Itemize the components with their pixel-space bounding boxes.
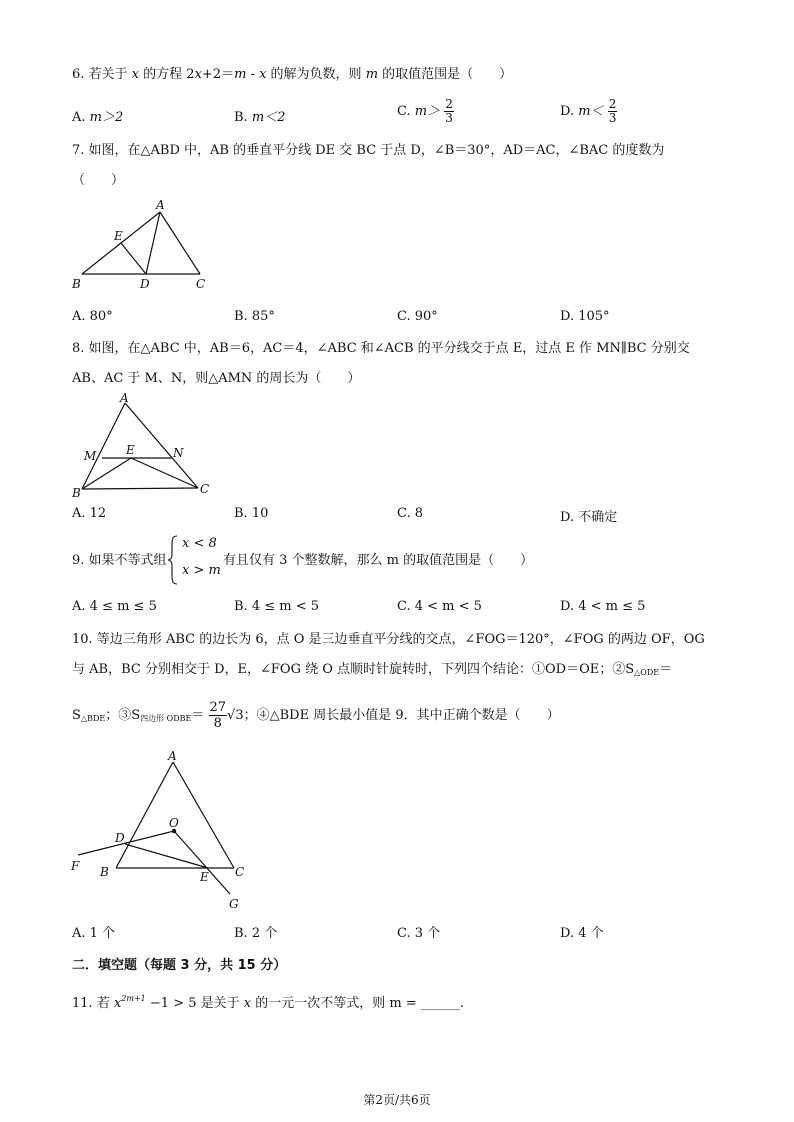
q10-figure xyxy=(64,748,254,912)
q10-label-d: D xyxy=(115,831,125,845)
q10-stem-line2: 与 AB，BC 分别相交于 D，E，∠FOG 绕 O 点顺时针旋转时，下列四个结论：①OD＝OE；$②S_{\triangle ODE}=$ xyxy=(72,662,673,677)
q7-stem-line2: （ ） xyxy=(72,173,125,188)
q8-segment-ec xyxy=(131,458,198,488)
q10-segment-ac xyxy=(173,762,234,868)
q8-option-a: A. 12 xyxy=(72,506,107,521)
q10-ray-of xyxy=(78,831,174,855)
page-footer: 第2页/共6页 xyxy=(363,1093,431,1107)
q7-option-c: C. 90° xyxy=(397,309,438,324)
q9-stem-pre: 9. 如果不等式组 xyxy=(72,553,167,568)
q11-stem: 11. 若 $x^{2m+1} -1 > 5$ 是关于 x 的一元一次不等式，则 m = ______. xyxy=(72,994,464,1011)
q10-option-b: B. 2 个 xyxy=(234,926,278,941)
q7-label-b: B xyxy=(72,277,81,291)
q10-label-e: E xyxy=(200,870,209,884)
q8-segment-bc xyxy=(82,488,198,489)
q10-label-a: A xyxy=(168,749,177,763)
q10-stem-line1: 10. 等边三角形 ABC 的边长为 6，点 O 是三边垂直平分线的交点，∠FOG＝120°，∠FOG 的两边 OF，OG xyxy=(72,632,705,647)
q6-option-a: A. m＞2 xyxy=(72,110,124,125)
q7-segment-ac xyxy=(160,212,200,274)
q10-segment-ab xyxy=(116,762,173,868)
q8-label-b: B xyxy=(72,486,81,500)
q10-option-c: C. 3 个 xyxy=(397,926,441,941)
q8-stem-line2: AB、AC 于 M、N，则△AMN 的周长为（ ） xyxy=(72,371,361,386)
q9-inequality-2: x > m xyxy=(182,563,221,578)
q7-stem-line1: 7. 如图，在△ABD 中，AB 的垂直平分线 DE 交 BC 于点 D，∠B＝30°，AD＝AC，∠BAC 的度数为 xyxy=(72,143,665,158)
q10-label-c: C xyxy=(235,865,245,879)
q7-option-a: A. 80° xyxy=(72,309,113,324)
q10-option-d: D. 4 个 xyxy=(560,926,604,941)
q9-inequality-1: x < 8 xyxy=(182,536,217,551)
q10-stem-line3: $S_{\triangle BDE}$；$③S_{四边形 ODBE}=$ $\frac{27}{8}$ √3；④△BDE 周长最小值是 9．其中正确个数是（ ） xyxy=(72,700,560,731)
q10-label-g: G xyxy=(229,897,239,911)
q10-fraction: $\frac{27}{8}$ xyxy=(209,700,227,731)
q6-option-c: C. m＞ $\frac{2}{3}$ xyxy=(397,97,453,125)
q10-option-a: A. 1 个 xyxy=(72,926,116,941)
q10-label-o: O xyxy=(169,816,179,830)
q9-stem-post: 有且仅有 3 个整数解，那么 m 的取值范围是（ ） xyxy=(223,553,534,568)
q8-option-d: D. 不确定 xyxy=(560,510,618,525)
q8-option-b: B. 10 xyxy=(234,506,269,521)
q6-option-b: B. m＜2 xyxy=(234,110,286,125)
q8-option-c: C. 8 xyxy=(397,506,424,521)
q10-label-b: B xyxy=(100,865,109,879)
q9-option-b: B. 4 ≤ m < 5 xyxy=(234,599,320,614)
q7-option-d: D. 105° xyxy=(560,309,610,324)
q8-label-e: E xyxy=(126,443,135,457)
q6-stem: 6. 若关于 x 的方程 2x+2＝m - x 的解为负数，则 m 的取值范围是（ ） xyxy=(72,67,513,82)
q6-option-d: D. m＜ $\frac{2}{3}$ xyxy=(560,97,617,125)
q8-stem-line1: 8. 如图，在△ABC 中，AB＝6，AC＝4，∠ABC 和∠ACB 的平分线交于点 E，过点 E 作 MN∥BC 分别交 xyxy=(72,341,690,356)
q10-ray-og xyxy=(174,831,230,894)
q7-option-b: B. 85° xyxy=(234,309,275,324)
q6-option-d-fraction: $\frac{2}{3}$ xyxy=(608,97,617,125)
q6-option-c-fraction: $\frac{2}{3}$ xyxy=(445,97,453,125)
q7-label-e: E xyxy=(114,229,123,243)
q8-label-m: M xyxy=(84,449,97,463)
q7-figure xyxy=(64,198,224,294)
q7-label-d: D xyxy=(140,277,150,291)
q7-label-c: C xyxy=(196,277,206,291)
q10-label-f: F xyxy=(71,859,80,873)
q8-figure xyxy=(70,391,220,503)
q7-segment-ed xyxy=(121,243,146,274)
q9-option-c: C. 4 < m < 5 xyxy=(397,599,482,614)
q8-label-a: A xyxy=(120,391,129,405)
section-2-title: 二．填空题（每题 3 分，共 15 分） xyxy=(72,958,287,973)
q9-option-d: D. 4 < m ≤ 5 xyxy=(560,599,646,614)
q8-label-c: C xyxy=(200,482,210,496)
q9-option-a: A. 4 ≤ m ≤ 5 xyxy=(72,599,157,614)
q9-brace xyxy=(167,534,179,586)
q8-segment-ac xyxy=(125,403,198,488)
q7-label-a: A xyxy=(156,198,165,212)
q8-label-n: N xyxy=(173,446,184,460)
